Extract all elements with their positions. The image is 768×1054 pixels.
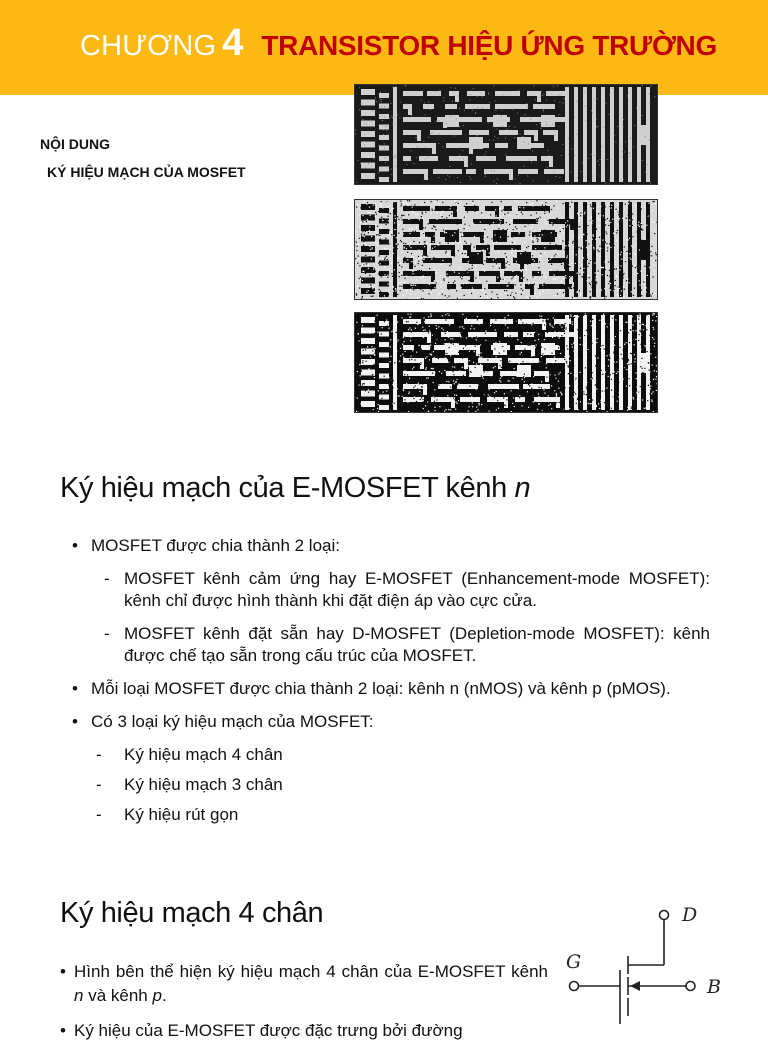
list-item-text: . xyxy=(162,986,167,1005)
list-item xyxy=(72,568,710,612)
list-item-text: và kênh xyxy=(83,986,152,1005)
list-item xyxy=(72,744,710,766)
list-item-text: Ký hiệu mạch 3 chân xyxy=(124,775,283,794)
section1-content xyxy=(72,535,710,834)
list-item xyxy=(60,960,548,1008)
list-item-text: Ký hiệu mạch 4 chân xyxy=(124,745,283,764)
list-item xyxy=(72,623,710,667)
dash-marker: - xyxy=(96,774,102,796)
chapter-number: 4 xyxy=(222,22,243,65)
list-item-text: Có 3 loại ký hiệu mạch của MOSFET: xyxy=(91,712,374,731)
section1-title-text: Ký hiệu mạch của E-MOSFET kênh xyxy=(60,472,514,504)
list-item xyxy=(72,774,710,796)
chip-micrograph-3 xyxy=(354,312,658,413)
chapter-title: TRANSISTOR HIỆU ỨNG TRƯỜNG xyxy=(261,30,717,62)
symbol-label-b: B xyxy=(706,976,721,998)
list-item xyxy=(72,535,710,557)
list-item xyxy=(72,711,710,733)
symbol-label-g: G xyxy=(566,951,581,973)
emosfet-4-pin-symbol xyxy=(560,896,740,1024)
list-item-text: Hình bên thể hiện ký hiệu mạch 4 chân của E-MOSFET kênh xyxy=(74,962,548,981)
section2-title: Ký hiệu mạch 4 chân xyxy=(60,897,323,930)
chip-micrograph-1 xyxy=(354,84,658,185)
list-item-text: MOSFET kênh đặt sẵn hay D-MOSFET (Depletion-mode MOSFET): kênh được chế tạo sẵn trong cấu trúc của MOSFET. xyxy=(124,624,710,665)
list-item-text: MOSFET kênh cảm ứng hay E-MOSFET (Enhancement-mode MOSFET): kênh chỉ được hình thành khi đặt điện áp vào cực cửa. xyxy=(124,569,710,610)
chapter-heading xyxy=(80,22,717,72)
dash-marker: - xyxy=(96,744,102,766)
chapter-word: CHƯƠNG xyxy=(80,30,216,63)
dash-marker: - xyxy=(104,623,110,645)
list-item-text: MOSFET được chia thành 2 loại: xyxy=(91,536,340,555)
list-item xyxy=(72,678,710,700)
list-item xyxy=(72,804,710,826)
symbol-label-d: D xyxy=(681,904,697,926)
chapter-header-bar xyxy=(0,0,768,95)
bullet-marker: • xyxy=(72,535,78,557)
outline xyxy=(40,130,246,186)
section1-title xyxy=(60,472,530,505)
outline-heading: NỘI DUNG xyxy=(40,130,246,158)
dash-marker: - xyxy=(96,804,102,826)
bullet-marker: • xyxy=(72,711,78,733)
dash-marker: - xyxy=(104,568,110,590)
list-item-text: Ký hiệu của E-MOSFET được đặc trưng bởi đường xyxy=(74,1021,463,1040)
list-item-text: Mỗi loại MOSFET được chia thành 2 loại: kênh n (nMOS) và kênh p (pMOS). xyxy=(91,679,671,698)
list-item-text: Ký hiệu rút gọn xyxy=(124,805,238,824)
italic-n: n xyxy=(74,986,83,1005)
list-item xyxy=(60,1019,548,1043)
bullet-marker: • xyxy=(60,1019,66,1043)
section1-title-italic: n xyxy=(514,472,530,504)
bullet-marker: • xyxy=(60,960,66,984)
outline-item: KÝ HIỆU MẠCH CỦA MOSFET xyxy=(40,158,246,186)
bullet-marker: • xyxy=(72,678,78,700)
italic-p: p xyxy=(152,986,161,1005)
section2-content xyxy=(60,960,548,1054)
chip-micrograph-2 xyxy=(354,199,658,300)
